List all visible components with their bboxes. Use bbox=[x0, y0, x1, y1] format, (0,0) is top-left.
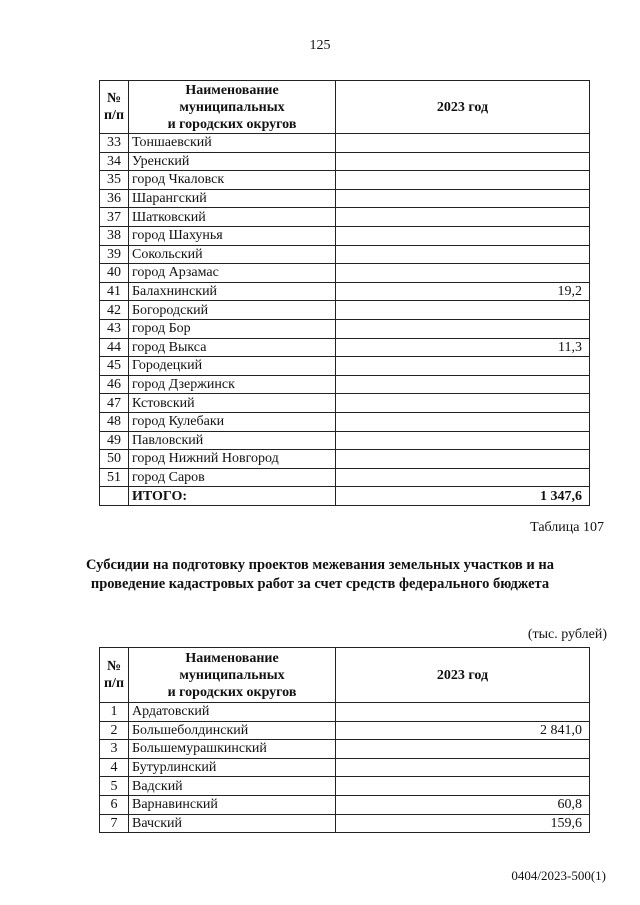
amount-2023: 159,6 bbox=[336, 814, 590, 833]
municipality-name: Ардатовский bbox=[129, 703, 336, 722]
municipality-name: Большемурашкинский bbox=[129, 740, 336, 759]
amount-2023 bbox=[336, 208, 590, 227]
row-number: 48 bbox=[100, 412, 129, 431]
municipality-name: Шарангский bbox=[129, 189, 336, 208]
header-year: 2023 год bbox=[336, 81, 590, 134]
row-number: 37 bbox=[100, 208, 129, 227]
header-number-text: № п/п bbox=[103, 91, 125, 123]
table-row bbox=[100, 703, 590, 722]
municipality-name: город Саров bbox=[129, 468, 336, 487]
row-number: 38 bbox=[100, 226, 129, 245]
municipality-name: Бутурлинский bbox=[129, 758, 336, 777]
budget-table-continued bbox=[99, 80, 590, 506]
row-number: 42 bbox=[100, 301, 129, 320]
table-row bbox=[100, 189, 590, 208]
municipality-name: Богородский bbox=[129, 301, 336, 320]
row-number: 43 bbox=[100, 319, 129, 338]
page-number: 125 bbox=[309, 38, 331, 53]
amount-2023 bbox=[336, 171, 590, 190]
table-row bbox=[100, 152, 590, 171]
municipality-name: Кстовский bbox=[129, 394, 336, 413]
municipality-name: город Кулебаки bbox=[129, 412, 336, 431]
municipality-name: Вадский bbox=[129, 777, 336, 796]
table-row bbox=[100, 394, 590, 413]
header-number-text: № п/п bbox=[103, 659, 125, 691]
amount-2023 bbox=[336, 394, 590, 413]
municipality-name: Сокольский bbox=[129, 245, 336, 264]
amount-2023 bbox=[336, 301, 590, 320]
table-row bbox=[100, 208, 590, 227]
municipality-name: Вачский bbox=[129, 814, 336, 833]
municipality-name: Балахнинский bbox=[129, 282, 336, 301]
table-row bbox=[100, 758, 590, 777]
header-name bbox=[129, 81, 336, 134]
table-row bbox=[100, 431, 590, 450]
header-number bbox=[100, 81, 129, 134]
row-number: 2 bbox=[100, 721, 129, 740]
municipality-name: Варнавинский bbox=[129, 795, 336, 814]
row-number: 39 bbox=[100, 245, 129, 264]
amount-2023: 11,3 bbox=[336, 338, 590, 357]
row-number: 45 bbox=[100, 357, 129, 376]
table-row bbox=[100, 226, 590, 245]
row-number: 40 bbox=[100, 264, 129, 283]
amount-2023 bbox=[336, 468, 590, 487]
table-row bbox=[100, 171, 590, 190]
document-code: 0404/2023-500(1) bbox=[511, 868, 606, 883]
municipality-name: город Бор bbox=[129, 319, 336, 338]
total-row bbox=[100, 487, 590, 506]
municipality-name: город Дзержинск bbox=[129, 375, 336, 394]
row-number: 6 bbox=[100, 795, 129, 814]
amount-2023: 2 841,0 bbox=[336, 721, 590, 740]
table-row bbox=[100, 134, 590, 153]
subsidy-table bbox=[99, 647, 590, 833]
table-row bbox=[100, 282, 590, 301]
table-row bbox=[100, 814, 590, 833]
row-number: 1 bbox=[100, 703, 129, 722]
table-row bbox=[100, 319, 590, 338]
table-row bbox=[100, 721, 590, 740]
amount-2023 bbox=[336, 703, 590, 722]
table-row bbox=[100, 338, 590, 357]
amount-2023 bbox=[336, 375, 590, 394]
row-number: 33 bbox=[100, 134, 129, 153]
row-number: 36 bbox=[100, 189, 129, 208]
row-number: 34 bbox=[100, 152, 129, 171]
header-name-text: Наименование муниципальных и городских округов bbox=[167, 650, 297, 700]
row-number: 47 bbox=[100, 394, 129, 413]
row-number: 46 bbox=[100, 375, 129, 394]
total-value: 1 347,6 bbox=[336, 487, 590, 506]
municipality-name: Городецкий bbox=[129, 357, 336, 376]
header-year: 2023 год bbox=[336, 648, 590, 703]
row-number: 51 bbox=[100, 468, 129, 487]
amount-2023 bbox=[336, 319, 590, 338]
municipality-name: Большеболдинский bbox=[129, 721, 336, 740]
header-name-text: Наименование муниципальных и городских округов bbox=[167, 82, 297, 132]
total-number-cell bbox=[100, 487, 129, 506]
row-number: 4 bbox=[100, 758, 129, 777]
amount-2023 bbox=[336, 189, 590, 208]
table-row bbox=[100, 468, 590, 487]
header-number bbox=[100, 648, 129, 703]
row-number: 50 bbox=[100, 450, 129, 469]
amount-2023 bbox=[336, 134, 590, 153]
amount-2023 bbox=[336, 226, 590, 245]
amount-2023 bbox=[336, 431, 590, 450]
amount-2023: 60,8 bbox=[336, 795, 590, 814]
table-row bbox=[100, 450, 590, 469]
row-number: 35 bbox=[100, 171, 129, 190]
municipality-name: город Нижний Новгород bbox=[129, 450, 336, 469]
table-row bbox=[100, 264, 590, 283]
amount-2023 bbox=[336, 450, 590, 469]
table-row bbox=[100, 375, 590, 394]
municipality-name: Шатковский bbox=[129, 208, 336, 227]
row-number: 5 bbox=[100, 777, 129, 796]
amount-2023 bbox=[336, 245, 590, 264]
row-number: 3 bbox=[100, 740, 129, 759]
municipality-name: город Шахунья bbox=[129, 226, 336, 245]
row-number: 41 bbox=[100, 282, 129, 301]
units-note: (тыс. рублей) bbox=[527, 627, 607, 642]
table-row bbox=[100, 795, 590, 814]
row-number: 49 bbox=[100, 431, 129, 450]
municipality-name: город Выкса bbox=[129, 338, 336, 357]
amount-2023: 19,2 bbox=[336, 282, 590, 301]
table-row bbox=[100, 777, 590, 796]
table-row bbox=[100, 357, 590, 376]
municipality-name: Уренский bbox=[129, 152, 336, 171]
row-number: 44 bbox=[100, 338, 129, 357]
amount-2023 bbox=[336, 740, 590, 759]
amount-2023 bbox=[336, 357, 590, 376]
table-label: Таблица 107 bbox=[530, 520, 604, 535]
table-row bbox=[100, 301, 590, 320]
municipality-name: Павловский bbox=[129, 431, 336, 450]
table-row bbox=[100, 245, 590, 264]
municipality-name: город Чкаловск bbox=[129, 171, 336, 190]
amount-2023 bbox=[336, 777, 590, 796]
row-number: 7 bbox=[100, 814, 129, 833]
amount-2023 bbox=[336, 264, 590, 283]
municipality-name: Тоншаевский bbox=[129, 134, 336, 153]
table-title: Субсидии на подготовку проектов межевания земельных участков и на проведение кадастровых работ за счет средств федерального бюджета bbox=[86, 557, 554, 592]
total-label: ИТОГО: bbox=[129, 487, 336, 506]
amount-2023 bbox=[336, 412, 590, 431]
amount-2023 bbox=[336, 152, 590, 171]
amount-2023 bbox=[336, 758, 590, 777]
municipality-name: город Арзамас bbox=[129, 264, 336, 283]
table-row bbox=[100, 740, 590, 759]
header-name bbox=[129, 648, 336, 703]
table-row bbox=[100, 412, 590, 431]
